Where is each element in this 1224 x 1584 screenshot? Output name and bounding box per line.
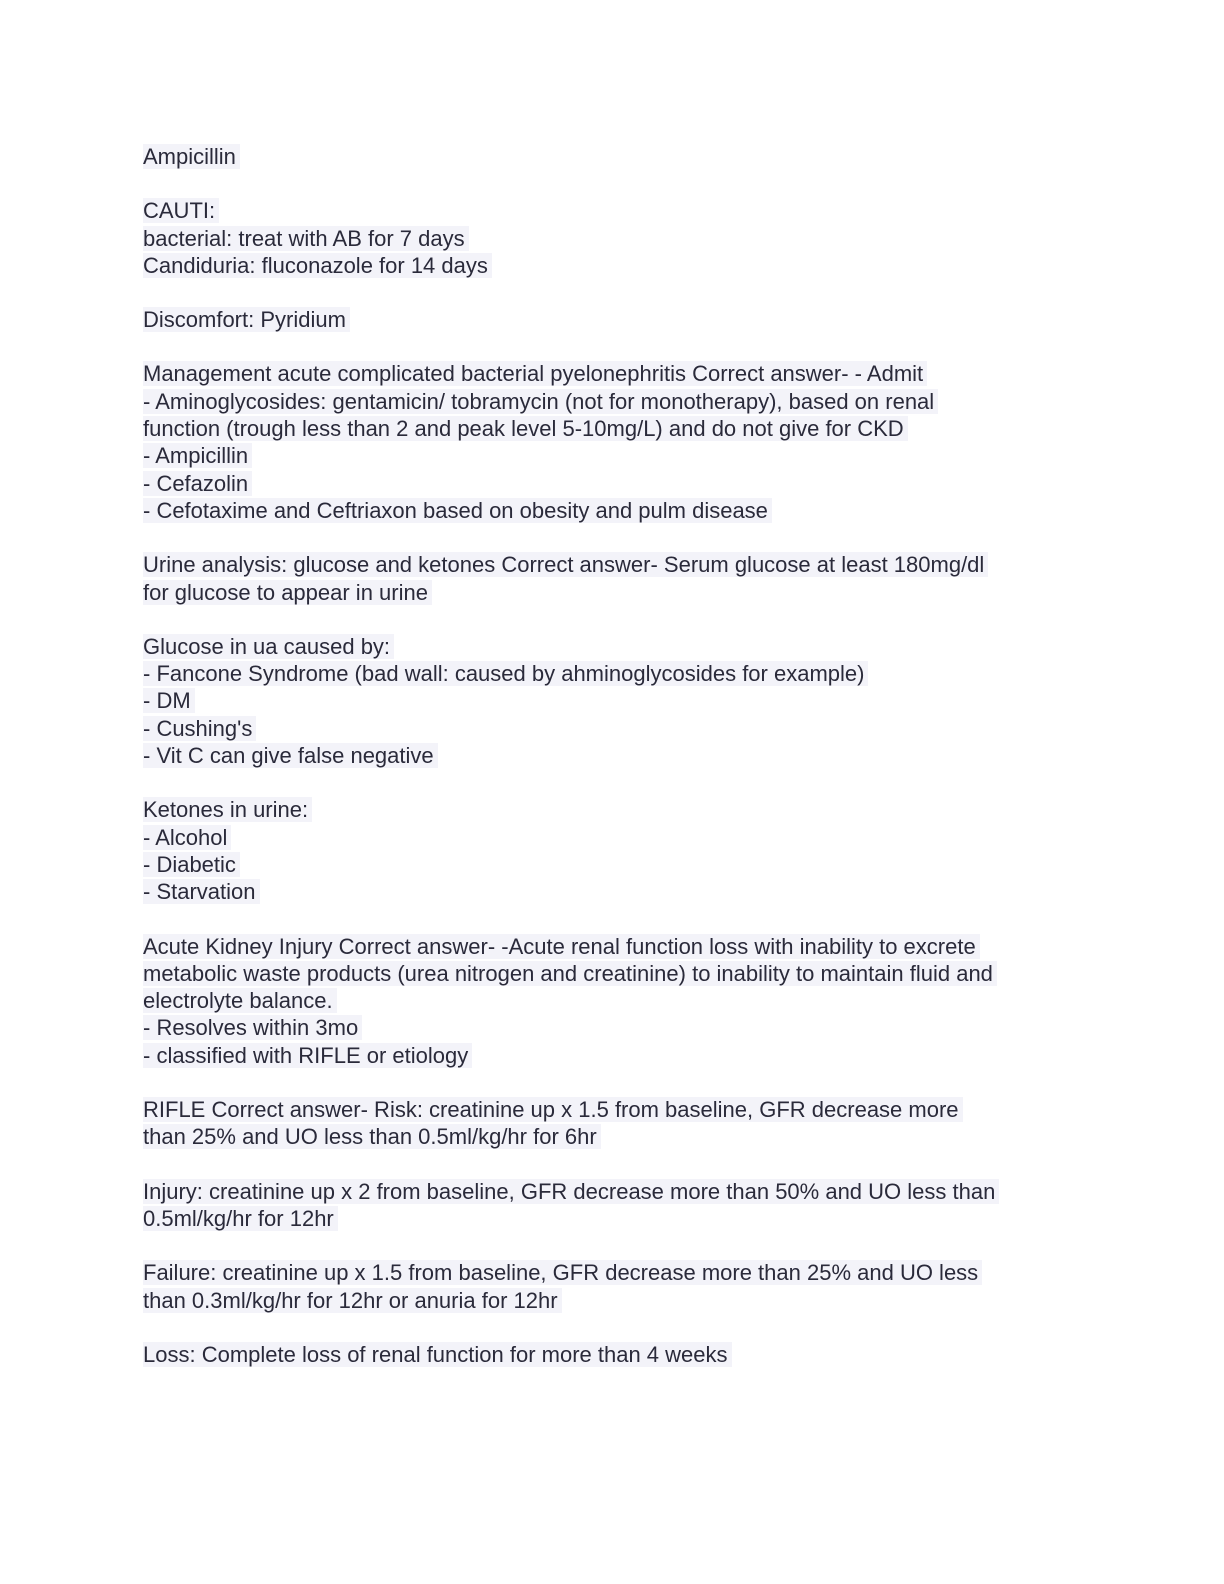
document-paragraph <box>143 633 1083 769</box>
document-line <box>143 497 1083 524</box>
line-text: metabolic waste products (urea nitrogen and creatinine) to inability to maintain fluid and <box>143 961 997 986</box>
line-text: 0.5ml/kg/hr for 12hr <box>143 1206 338 1231</box>
line-text: Loss: Complete loss of renal function for more than 4 weeks <box>143 1342 732 1367</box>
document-paragraph <box>143 197 1083 279</box>
line-text: than 0.3ml/kg/hr for 12hr or anuria for 12hr <box>143 1288 562 1313</box>
line-text: - Ampicillin <box>143 443 252 468</box>
document-line <box>143 1259 1083 1286</box>
document-line <box>143 796 1083 823</box>
line-text: - classified with RIFLE or etiology <box>143 1043 472 1068</box>
document-line <box>143 1123 1083 1150</box>
document-line <box>143 551 1083 578</box>
line-text: Candiduria: fluconazole for 14 days <box>143 253 492 278</box>
line-text: - Diabetic <box>143 852 240 877</box>
document-line <box>143 633 1083 660</box>
document-paragraph <box>143 933 1083 1069</box>
line-text: - Starvation <box>143 879 260 904</box>
line-text: - Vit C can give false negative <box>143 743 438 768</box>
document-line <box>143 851 1083 878</box>
line-text: Urine analysis: glucose and ketones Correct answer- Serum glucose at least 180mg/dl <box>143 552 988 577</box>
document-line <box>143 1341 1083 1368</box>
document-body <box>143 143 1083 1395</box>
line-text: function (trough less than 2 and peak level 5-10mg/L) and do not give for CKD <box>143 416 908 441</box>
line-text: electrolyte balance. <box>143 988 337 1013</box>
line-text: Failure: creatinine up x 1.5 from baseline, GFR decrease more than 25% and UO less <box>143 1260 982 1285</box>
line-text: Discomfort: Pyridium <box>143 307 350 332</box>
document-line <box>143 1096 1083 1123</box>
line-text: than 25% and UO less than 0.5ml/kg/hr for 6hr <box>143 1124 601 1149</box>
document-line <box>143 360 1083 387</box>
document-line <box>143 197 1083 224</box>
document-line <box>143 660 1083 687</box>
line-text: Management acute complicated bacterial pyelonephritis Correct answer- - Admit <box>143 361 927 386</box>
line-text: - Resolves within 3mo <box>143 1015 362 1040</box>
document-line <box>143 878 1083 905</box>
document-line <box>143 252 1083 279</box>
line-text: - Alcohol <box>143 825 231 850</box>
document-line <box>143 579 1083 606</box>
document-line <box>143 824 1083 851</box>
line-text: Glucose in ua caused by: <box>143 634 394 659</box>
document-line <box>143 415 1083 442</box>
document-paragraph <box>143 360 1083 524</box>
line-text: Injury: creatinine up x 2 from baseline, GFR decrease more than 50% and UO less than <box>143 1179 999 1204</box>
document-paragraph <box>143 306 1083 333</box>
line-text: - DM <box>143 688 195 713</box>
document-line <box>143 306 1083 333</box>
document-line <box>143 1014 1083 1041</box>
document-line <box>143 1178 1083 1205</box>
document-paragraph <box>143 1259 1083 1314</box>
line-text: - Cefazolin <box>143 471 252 496</box>
document-paragraph <box>143 1178 1083 1233</box>
line-text: bacterial: treat with AB for 7 days <box>143 226 469 251</box>
document-paragraph <box>143 1096 1083 1151</box>
document-paragraph <box>143 551 1083 606</box>
line-text: - Aminoglycosides: gentamicin/ tobramycin (not for monotherapy), based on renal <box>143 389 938 414</box>
line-text: - Fancone Syndrome (bad wall: caused by ahminoglycosides for example) <box>143 661 868 686</box>
document-line <box>143 687 1083 714</box>
line-text: CAUTI: <box>143 198 219 223</box>
document-line <box>143 442 1083 469</box>
document-line <box>143 388 1083 415</box>
document-line <box>143 742 1083 769</box>
document-line <box>143 960 1083 987</box>
document-line <box>143 1205 1083 1232</box>
document-line <box>143 715 1083 742</box>
line-text: RIFLE Correct answer- Risk: creatinine up x 1.5 from baseline, GFR decrease more <box>143 1097 963 1122</box>
line-text: Ketones in urine: <box>143 797 312 822</box>
line-text: for glucose to appear in urine <box>143 580 432 605</box>
line-text: - Cefotaxime and Ceftriaxon based on obesity and pulm disease <box>143 498 772 523</box>
line-text: Ampicillin <box>143 144 240 169</box>
document-line <box>143 987 1083 1014</box>
document-line <box>143 470 1083 497</box>
document-paragraph <box>143 1341 1083 1368</box>
document-line <box>143 933 1083 960</box>
line-text: Acute Kidney Injury Correct answer- -Acute renal function loss with inability to excrete <box>143 934 980 959</box>
document-line <box>143 143 1083 170</box>
document-line <box>143 225 1083 252</box>
document-paragraph <box>143 143 1083 170</box>
document-line <box>143 1287 1083 1314</box>
line-text: - Cushing's <box>143 716 256 741</box>
document-line <box>143 1042 1083 1069</box>
document-paragraph <box>143 796 1083 905</box>
